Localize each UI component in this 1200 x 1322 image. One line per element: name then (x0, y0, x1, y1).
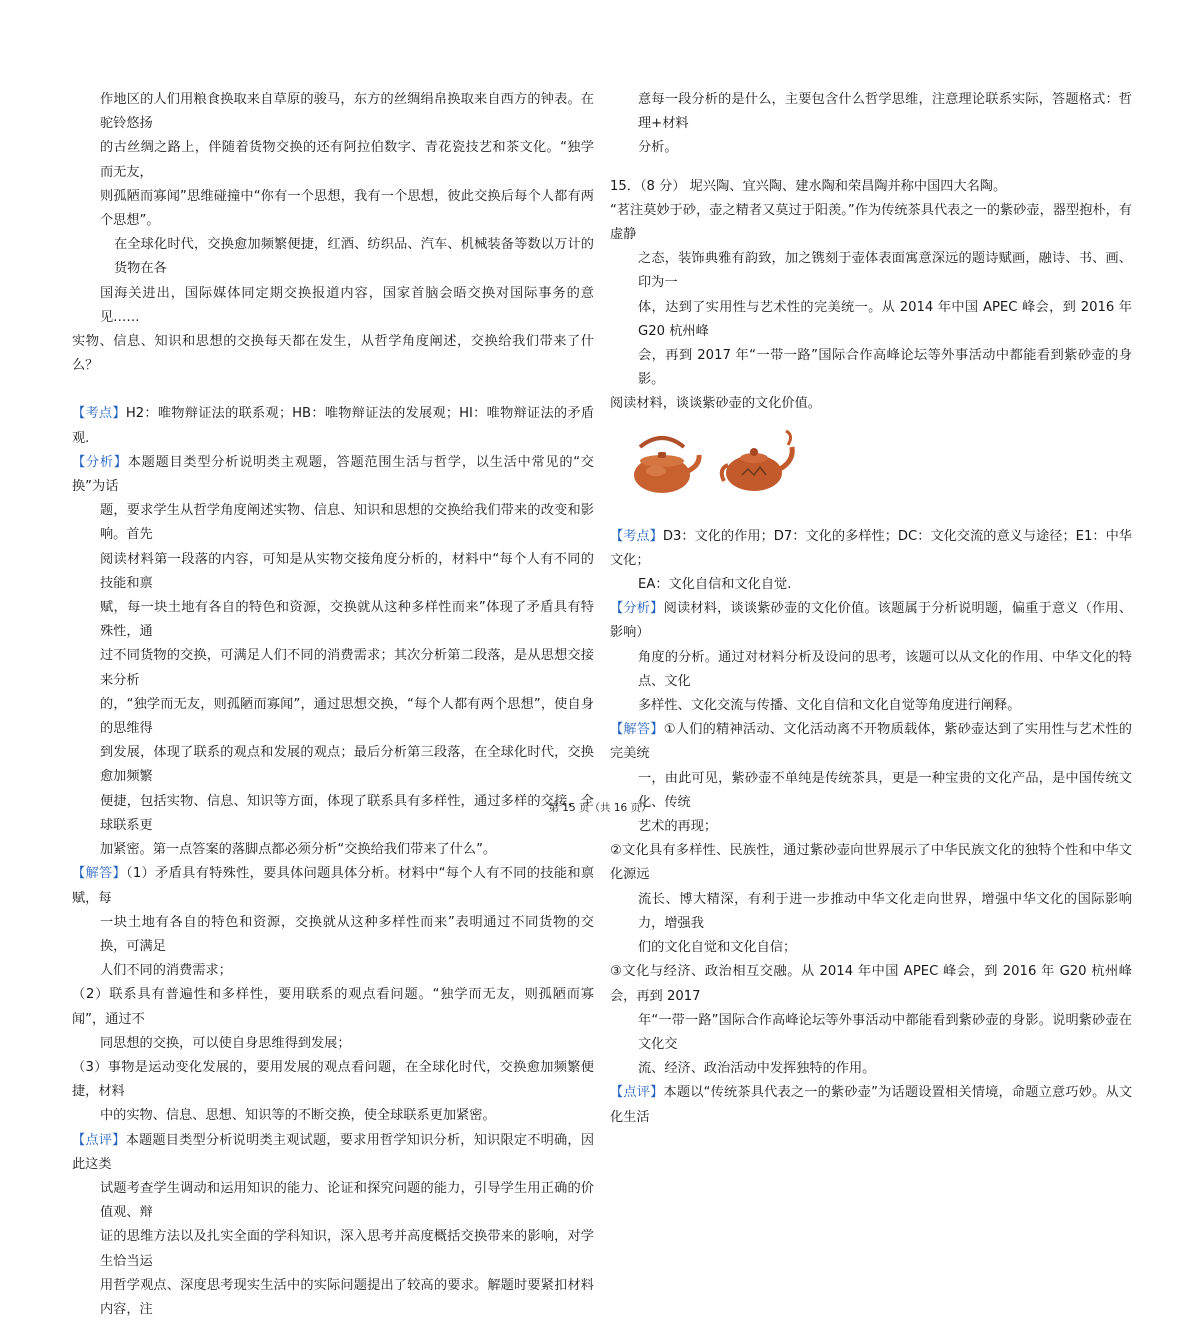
kaodian-text: H2：唯物辩证法的联系观；HB：唯物辩证法的发展观；HI：唯物辩证法的矛盾观. (72, 406, 595, 446)
dianping-line: 本题以“传统茶具代表之一的紫砂壶”为话题设置相关情境，命题立意巧妙。从文化生活 (610, 1085, 1133, 1125)
kaodian-tag: 【考点】 (610, 528, 663, 544)
fenxi-line: 阅读材料第一段落的内容，可知是从实物交接角度分析的，材料中“每个人有不同的技能和禀 (100, 551, 594, 591)
dianping-section-right (610, 1081, 1132, 1129)
teapot-image-left (622, 425, 702, 497)
kaodian-section-right (610, 525, 1132, 573)
fenxi-line: 便捷，包括实物、信息、知识等方面，体现了联系具有多样性，通过多样的交接，全球联系更 (100, 793, 594, 833)
right-column (610, 88, 1132, 1130)
dianping-tag: 【点评】 (610, 1085, 664, 1101)
fenxi-line: 过不同货物的交换，可满足人们不同的消费需求；其次分析第二段落，是从思想交接来分析 (100, 648, 594, 688)
jieda-line: 同思想的交换，可以使自身思维得到发展； (100, 1035, 351, 1051)
dianping-line: 本题题目类型分析说明类主观试题，要求用哲学知识分析，知识限定不明确，因此这类 (72, 1132, 595, 1172)
dianping-tag: 【点评】 (72, 1132, 126, 1148)
dianping-section (72, 1129, 594, 1177)
jieda-line: （3）事物是运动变化发展的，要用发展的观点看问题，在全球化时代，交换愈加频繁便捷，材料 (72, 1059, 594, 1100)
kaodian-line: D3：文化的作用；D7：文化的多样性；DC：文化交流的意义与途径；E1：中华文化； (610, 528, 1132, 568)
fenxi-line: 阅读材料，谈谈紫砂壶的文化价值。该题属于分析说明题，偏重于意义（作用、影响） (610, 601, 1133, 641)
fenxi-tag: 【分析】 (610, 601, 664, 617)
jieda-line: ①人们的精神活动、文化活动离不开物质载体，紫砂壶达到了实用性与艺术性的完美统 (610, 722, 1132, 762)
material-line: 则孤陋而寡闻”思维碰撞中“你有一个思想，我有一个思想，彼此交换后每个人都有两个思想”。 (100, 188, 594, 229)
q15-material-line: “茗注莫妙于砂，壶之精者又莫过于阳羡。”作为传统茶具代表之一的紫砂壶，器型抱朴，有虚静 (610, 202, 1132, 243)
material-line: 国海关进出，国际媒体同定期交换报道内容，国家首脑会晤交换对国际事务的意见…… (100, 285, 594, 325)
dianping-line: 试题考查学生调动和运用知识的能力、论证和探究问题的能力，引导学生用正确的价值观、辩 (100, 1180, 594, 1221)
q15-material-line: 体，达到了实用性与艺术性的完美统一。从 2014 年中国 APEC 峰会，到 2016 年 G20 杭州峰 (638, 299, 1132, 339)
left-column (72, 88, 594, 1322)
fenxi-line: 赋，每一块土地有各自的特色和资源，交换就从这种多样性而来”体现了矛盾具有特殊性，通 (100, 600, 594, 640)
jieda-line: ③文化与经济、政治相互交融。从 2014 年中国 APEC 峰会，到 2016 年 G20 杭州峰会，再到 2017 (610, 964, 1132, 1004)
kaodian-tag: 【考点】 (72, 406, 126, 422)
page-footer: 第 15 页（共 16 页） (548, 802, 652, 814)
jieda-line: 人们不同的消费需求； (100, 963, 232, 979)
q15-material-line: 会，再到 2017 年“一带一路”国际合作高峰论坛等外事活动中都能看到紫砂壶的身影。 (638, 348, 1132, 388)
fenxi-section (72, 451, 594, 499)
fenxi-section-right (610, 597, 1132, 645)
fenxi-line: 加紧密。第一点答案的落脚点都必须分析“交换给我们带来了什么”。 (100, 842, 497, 858)
fenxi-line: 多样性、文化交流与传播、文化自信和文化自觉等角度进行阐释。 (638, 698, 1021, 714)
fenxi-tag: 【分析】 (72, 454, 128, 470)
jieda-section-right (610, 718, 1132, 766)
continued-line: 分析。 (638, 140, 678, 156)
fenxi-line: 到发展，体现了联系的观点和发展的观点；最后分析第三段落，在全球化时代，交换愈加频繁 (100, 745, 594, 785)
fenxi-line: 角度的分析。通过对材料分析及设问的思考，该题可以从文化的作用、中华文化的特点、文化 (638, 649, 1132, 689)
teapot-image-right (716, 425, 798, 497)
dianping-line: 用哲学观点、深度思考现实生活中的实际问题提出了较高的要求。解题时要紧扣材料内容，注 (100, 1277, 594, 1317)
jieda-line: 流、经济、政治活动中发挥独特的作用。 (638, 1061, 876, 1077)
jieda-line: （1）矛盾具有特殊性，要具体问题具体分析。材料中“每个人有不同的技能和禀赋，每 (72, 866, 595, 906)
jieda-line: 一，由此可见，紫砂壶不单纯是传统茶具，更是一种宝贵的文化产品，是中国传统文化、传统 (638, 770, 1132, 810)
q15-material-line: 之态，装饰典雅有韵致，加之镌刻于壶体表面寓意深远的题诗赋画，融诗、书、画、印为一 (638, 251, 1132, 291)
jieda-line: ②文化具有多样性、民族性，通过紫砂壶向世界展示了中华民族文化的独特个性和中华文化源远 (610, 843, 1132, 883)
jieda-section (72, 862, 594, 910)
material-line: 在全球化时代，交换愈加频繁便捷，红酒、纺织品、汽车、机械装备等数以万计的货物在各 (114, 237, 594, 277)
fenxi-line: 题，要求学生从哲学角度阐述实物、信息、知识和思想的交换给我们带来的改变和影响。首先 (100, 503, 594, 543)
jieda-line: 们的文化自觉和文化自信； (638, 940, 797, 956)
teapot-images (622, 425, 1132, 499)
kaodian-section (72, 402, 594, 450)
jieda-tag: 【解答】 (610, 722, 664, 738)
jieda-line: 年“一带一路”国际合作高峰论坛等外事活动中都能看到紫砂壶的身影。说明紫砂壶在文化交 (638, 1012, 1132, 1052)
jieda-tag: 【解答】 (72, 866, 127, 882)
jieda-line: 一块土地有各自的特色和资源，交换就从这种多样性而来”表明通过不同货物的交换，可满足 (100, 914, 594, 954)
question-text: 实物、信息、知识和思想的交换每天都在发生，从哲学角度阐述，交换给我们带来了什么？ (72, 334, 594, 374)
jieda-line: （2）联系具有普遍性和多样性，要用联系的观点看问题。“独学而无友，则孤陋而寡闻”，通过不 (72, 987, 594, 1027)
fenxi-line: 本题题目类型分析说明类主观题，答题范围生活与哲学，以生活中常见的“交换”为话 (72, 454, 594, 495)
material-line: 作地区的人们用粮食换取来自草原的骏马，东方的丝绸绢帛换取来自西方的钟表。在驼铃悠扬 (100, 92, 594, 132)
material-line: 的古丝绸之路上，伴随着货物交换的还有阿拉伯数字、青花瓷技艺和茶文化。“独学而无友， (100, 140, 594, 180)
jieda-line: 流长、博大精深，有利于进一步推动中华文化走向世界，增强中华文化的国际影响力，增强我 (638, 891, 1132, 931)
jieda-line: 艺术的再现； (638, 819, 718, 835)
continued-line: 意每一段分析的是什么，主要包含什么哲学思维，注意理论联系实际，答题格式：哲理+材料 (638, 92, 1132, 132)
kaodian-line: EA：文化自信和文化自觉. (638, 577, 792, 593)
q15-question: 阅读材料，谈谈紫砂壶的文化价值。 (610, 396, 821, 412)
fenxi-line: 的，“独学而无友，则孤陋而寡闻”，通过思想交换，“每个人都有两个思想”，使自身的思维得 (100, 696, 594, 737)
dianping-line: 证的思维方法以及扎实全面的学科知识，深入思考并高度概括交换带来的影响，对学生恰当运 (100, 1229, 594, 1269)
jieda-line: 中的实物、信息、思想、知识等的不断交换，使全球联系更加紧密。 (100, 1108, 496, 1124)
question-15-heading: 15．（8 分） 坭兴陶、宜兴陶、建水陶和荣昌陶并称中国四大名陶。 (610, 178, 1007, 194)
